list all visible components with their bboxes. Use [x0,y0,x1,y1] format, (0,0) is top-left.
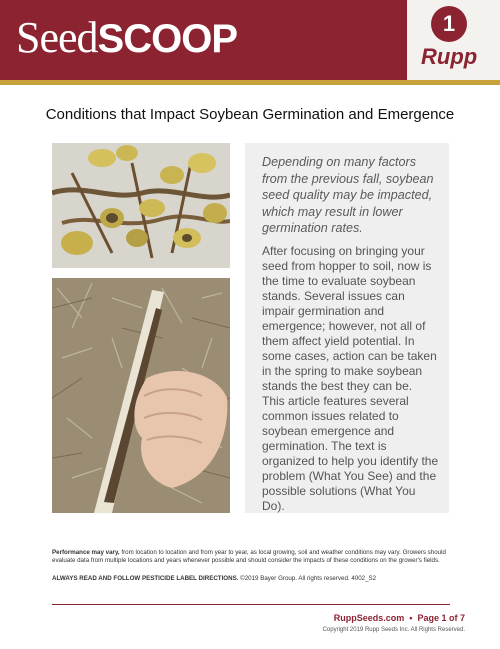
title-scoop: SCOOP [97,17,238,61]
soil-probe-photo [52,278,230,513]
footer-site-link[interactable]: RuppSeeds.com [333,613,405,623]
footer-separator: • [409,613,413,623]
page-indicator: Page 1 of 7 [417,613,465,623]
publication-title [16,12,237,65]
pesticide-warning [52,575,452,583]
brand-name: Rupp [421,44,478,69]
footer-nav [334,613,465,623]
rupp-logo-icon: 1 [431,6,467,42]
body-paragraph-2: This article features several common issues related to soybean emergence and germination. The text is organized to help you identify the problem (What You See) and the possible solutions (What You Do). [262,394,439,513]
performance-disclaimer [52,549,452,566]
footer-divider [52,604,450,605]
warning-bold: ALWAYS READ AND FOLLOW PESTICIDE LABEL DIRECTIONS. [52,575,239,582]
title-seed: Seed [16,13,98,62]
article-headline: Conditions that Impact Soybean Germination and Emergence [45,106,455,123]
intro-text: Depending on many factors from the previous fall, soybean seed quality may be impacted, which may result in lower germination rates. [262,155,434,235]
disclaimer-bold: Performance may vary, [52,549,120,556]
disclaimer-text: from location to location and from year to year, as local growing, soil and weather conditions may vary. Growers should evaluate data from multiple locations and years whenever possible and should consider the impacts of these conditions on the grower's fields. [52,549,446,565]
body-paragraph-1: After focusing on bringing your seed from hopper to soil, now is the time to evaluate soybean stands. Several issues can impair germination and emergence; however, not all of them affect yield potential. In some cases, action can be taken in the spring to make soybean stands the best they can be. [262,244,437,393]
footer-copyright: Copyright 2019 Rupp Seeds Inc. All Rights Reserved. [322,627,465,633]
soybean-seedlings-photo [52,143,230,268]
header-stripe [0,80,500,85]
warning-text: ©2019 Bayer Group. All rights reserved. 4002_S2 [238,575,377,582]
